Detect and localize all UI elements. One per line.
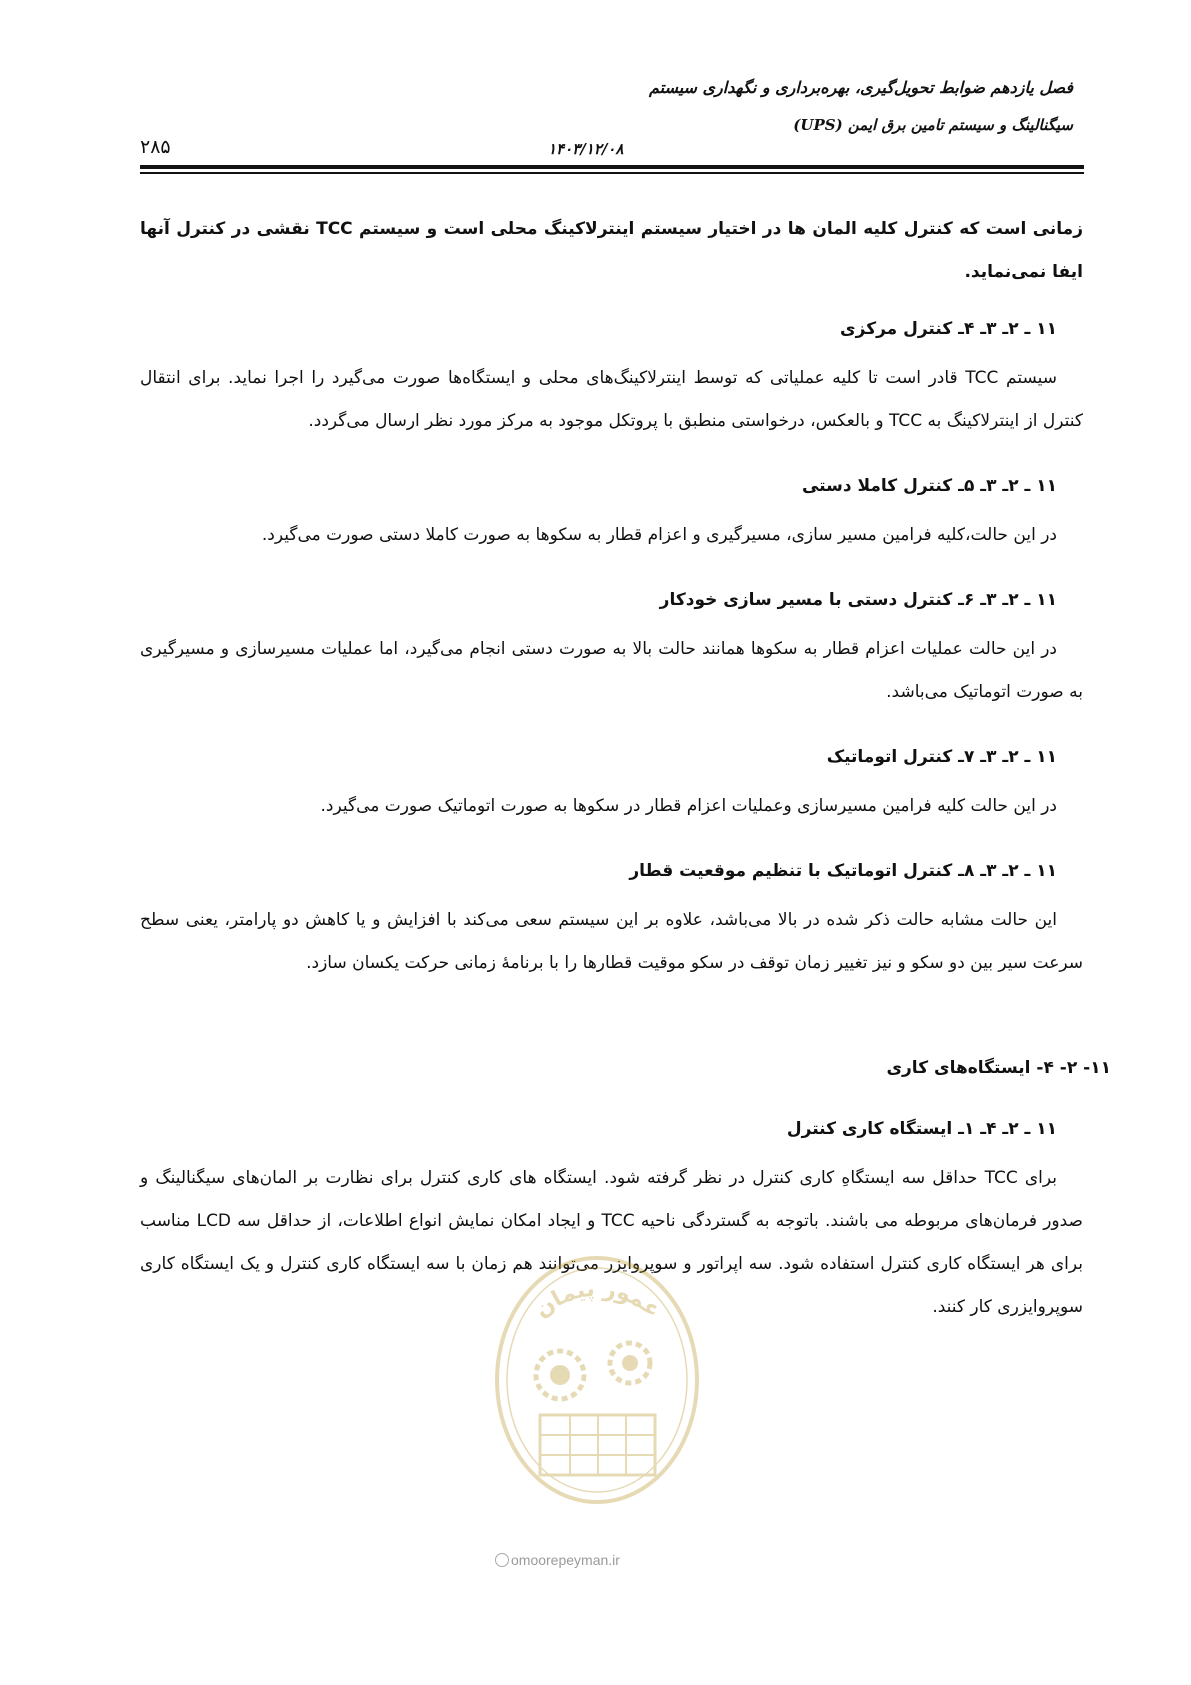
section-heading-automatic-regulation: ۱۱ ـ ۲ـ ۳ـ ۸ـ کنترل اتوماتیک با تنظیم موقعیت قطار <box>629 861 1057 881</box>
section-heading-central-control: ۱۱ ـ ۲ـ ۳ـ ۴ـ کنترل مرکزی <box>840 319 1057 339</box>
header-subtitle: سیگنالینگ و سیستم تامین برق ایمن (UPS) <box>793 116 1073 134</box>
header-date: ۱۴۰۳/۱۲/۰۸ <box>548 140 624 158</box>
page-content <box>140 208 1111 1329</box>
subsection-heading-control-workstation: ۱۱ ـ ۲ـ ۴ـ ۱ـ ایستگاه کاری کنترل <box>786 1119 1057 1139</box>
watermark-url-text: omoorepeyman.ir <box>511 1552 620 1568</box>
watermark-url <box>495 1552 620 1568</box>
section-heading-automatic-control: ۱۱ ـ ۲ـ ۳ـ ۷ـ کنترل اتوماتیک <box>826 747 1057 767</box>
header-chapter-title: فصل یازدهم ضوابط تحویل‌گیری، بهره‌برداری و نگهداری سیستم <box>648 78 1073 97</box>
section-heading-workstations: ۱۱- ۲- ۴- ایستگاه‌های کاری <box>886 1058 1111 1078</box>
watermark-logo-text: عمور پیمان <box>530 1276 666 1324</box>
subsection-body-control-workstation: برای TCC حداقل سه ایستگاهِ کاری کنترل در نظر گرفته شود. ایستگاه های کاری کنترل برای نظارت بر المان‌های سیگنالینگ و صدور فرمان‌های مربوطه می باشند. باتوجه به گستردگی ناحیه TCC و ایجاد امکان نمایش انواع اطلاعات، از حداقل سه LCD مناسب برای هر ایستگاه کاری کنترل استفاده شود. سه اپراتور و سوپروایزر می‌توانند هم زمان با سه ایستگاه کاری کنترل و یک ایستگاه کاری سوپروایزری کار کنند. <box>140 1168 1083 1317</box>
section-body-manual-auto-route: در این حالت عملیات اعزام قطار به سکوها همانند حالت بالا به صورت دستی انجام می‌گیرد، اما عملیات مسیرسازی و مسیرگیری به صورت اتوماتیک می‌باشد. <box>140 639 1083 702</box>
section-body-manual-control: در این حالت،کلیه فرامین مسیر سازی، مسیرگیری و اعزام قطار به سکوها به صورت کاملا دستی صورت می‌گیرد. <box>261 525 1057 545</box>
section-body-automatic-control: در این حالت کلیه فرامین مسیرسازی وعملیات اعزام قطار در سکوها به صورت اتوماتیک صورت می‌گیرد. <box>320 796 1057 816</box>
header-rule-thick <box>140 165 1084 169</box>
section-body-automatic-regulation: این حالت مشابه حالت ذکر شده در بالا می‌باشد، علاوه بر این سیستم سعی می‌کند با افزایش و یا کاهش دو پارامتر، یعنی سطح سرعت سیر بین دو سکو و نیز تغییر زمان توقف در سکو موقیت قطارها را با برنامهٔ زمانی حرکت یکسان سازد. <box>140 910 1083 973</box>
section-heading-manual-control: ۱۱ ـ ۲ـ ۳ـ ۵ـ کنترل کاملا دستی <box>801 476 1057 496</box>
header-rule-thin <box>140 172 1084 174</box>
watermark-at-icon <box>495 1553 509 1567</box>
page-number: ۲۸۵ <box>140 136 171 158</box>
section-body-central-control: سیستم TCC قادر است تا کلیه عملیاتی که توسط اینترلاکینگ‌های محلی و ایستگاه‌ها صورت می‌گیرد را اجرا نماید. برای انتقال کنترل از اینترلاکینگ به TCC و بالعکس، درخواستی منطبق با پروتکل موجود به مرکز مورد نظر ارسال می‌گردد. <box>140 368 1083 431</box>
intro-paragraph: زمانی است که کنترل کلیه المان ها در اختیار سیستم اینترلاکینگ محلی است و سیستم TCC نقشی در کنترل آنها ایفا نمی‌نماید. <box>140 219 1083 282</box>
section-heading-manual-auto-route: ۱۱ ـ ۲ـ ۳ـ ۶ـ کنترل دستی با مسیر سازی خودکار <box>659 590 1057 610</box>
